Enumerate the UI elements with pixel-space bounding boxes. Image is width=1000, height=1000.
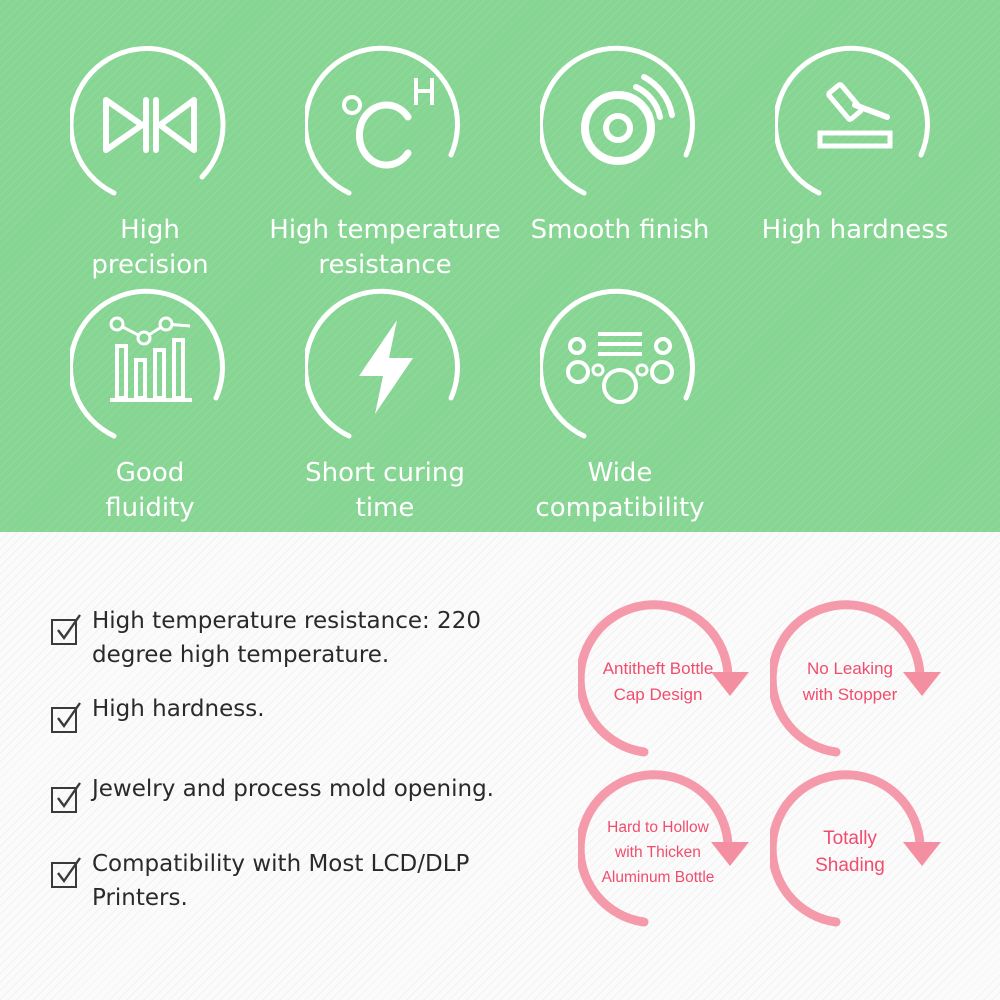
feature-label: Smooth finish (530, 215, 710, 245)
spec-item-jewelry (50, 772, 520, 814)
feature-smooth-finish (495, 45, 735, 285)
badge-thicken-bottle (578, 762, 758, 942)
badge-text: Antitheft Bottle Cap Design (602, 659, 714, 704)
circles-compatibility-icon (540, 288, 700, 448)
feature-short-curing (260, 288, 500, 528)
spec-item-hardness (50, 692, 520, 734)
checkbox-check-icon (50, 780, 84, 814)
feature-high-precision (25, 45, 265, 285)
feature-good-fluidity (25, 288, 265, 528)
feature-label: Wide compatibility (535, 458, 705, 523)
feature-label: High hardness (761, 215, 949, 245)
checkbox-check-icon (50, 855, 84, 889)
spinning-disc-icon (540, 45, 700, 205)
badge-text: No Leaking with Stopper (802, 659, 898, 704)
spec-text: Compatibility with Most LCD/DLP Printers. (92, 851, 470, 911)
hammer-icon (775, 45, 935, 205)
lightning-bolt-icon (305, 288, 465, 448)
feature-high-temperature (260, 45, 500, 285)
feature-label: Short curing time (305, 458, 465, 523)
bar-chart-trend-icon (70, 288, 230, 448)
celsius-heat-icon (305, 45, 465, 205)
spec-text: High hardness. (92, 696, 265, 722)
feature-wide-compatibility (495, 288, 735, 528)
details-panel (0, 532, 1000, 1000)
feature-label: High precision (91, 215, 209, 280)
feature-label: Good fluidity (105, 458, 195, 523)
badge-text: Totally Shading (815, 828, 885, 876)
badge-antitheft-cap (578, 592, 758, 772)
bowtie-precision-icon (70, 45, 230, 205)
spec-text: Jewelry and process mold opening. (92, 776, 494, 802)
spec-item-compatibility (50, 847, 490, 915)
checkbox-check-icon (50, 612, 84, 646)
badge-totally-shading (770, 762, 950, 942)
spec-item-temperature (50, 604, 520, 672)
badge-text: Hard to Hollow with Thicken Aluminum Bottle (601, 818, 715, 886)
spec-text: High temperature resistance: 220 degree high temperature. (92, 608, 481, 668)
checkbox-check-icon (50, 700, 84, 734)
badge-no-leaking (770, 592, 950, 772)
feature-label: High temperature resistance (269, 215, 501, 280)
feature-high-hardness (730, 45, 970, 285)
